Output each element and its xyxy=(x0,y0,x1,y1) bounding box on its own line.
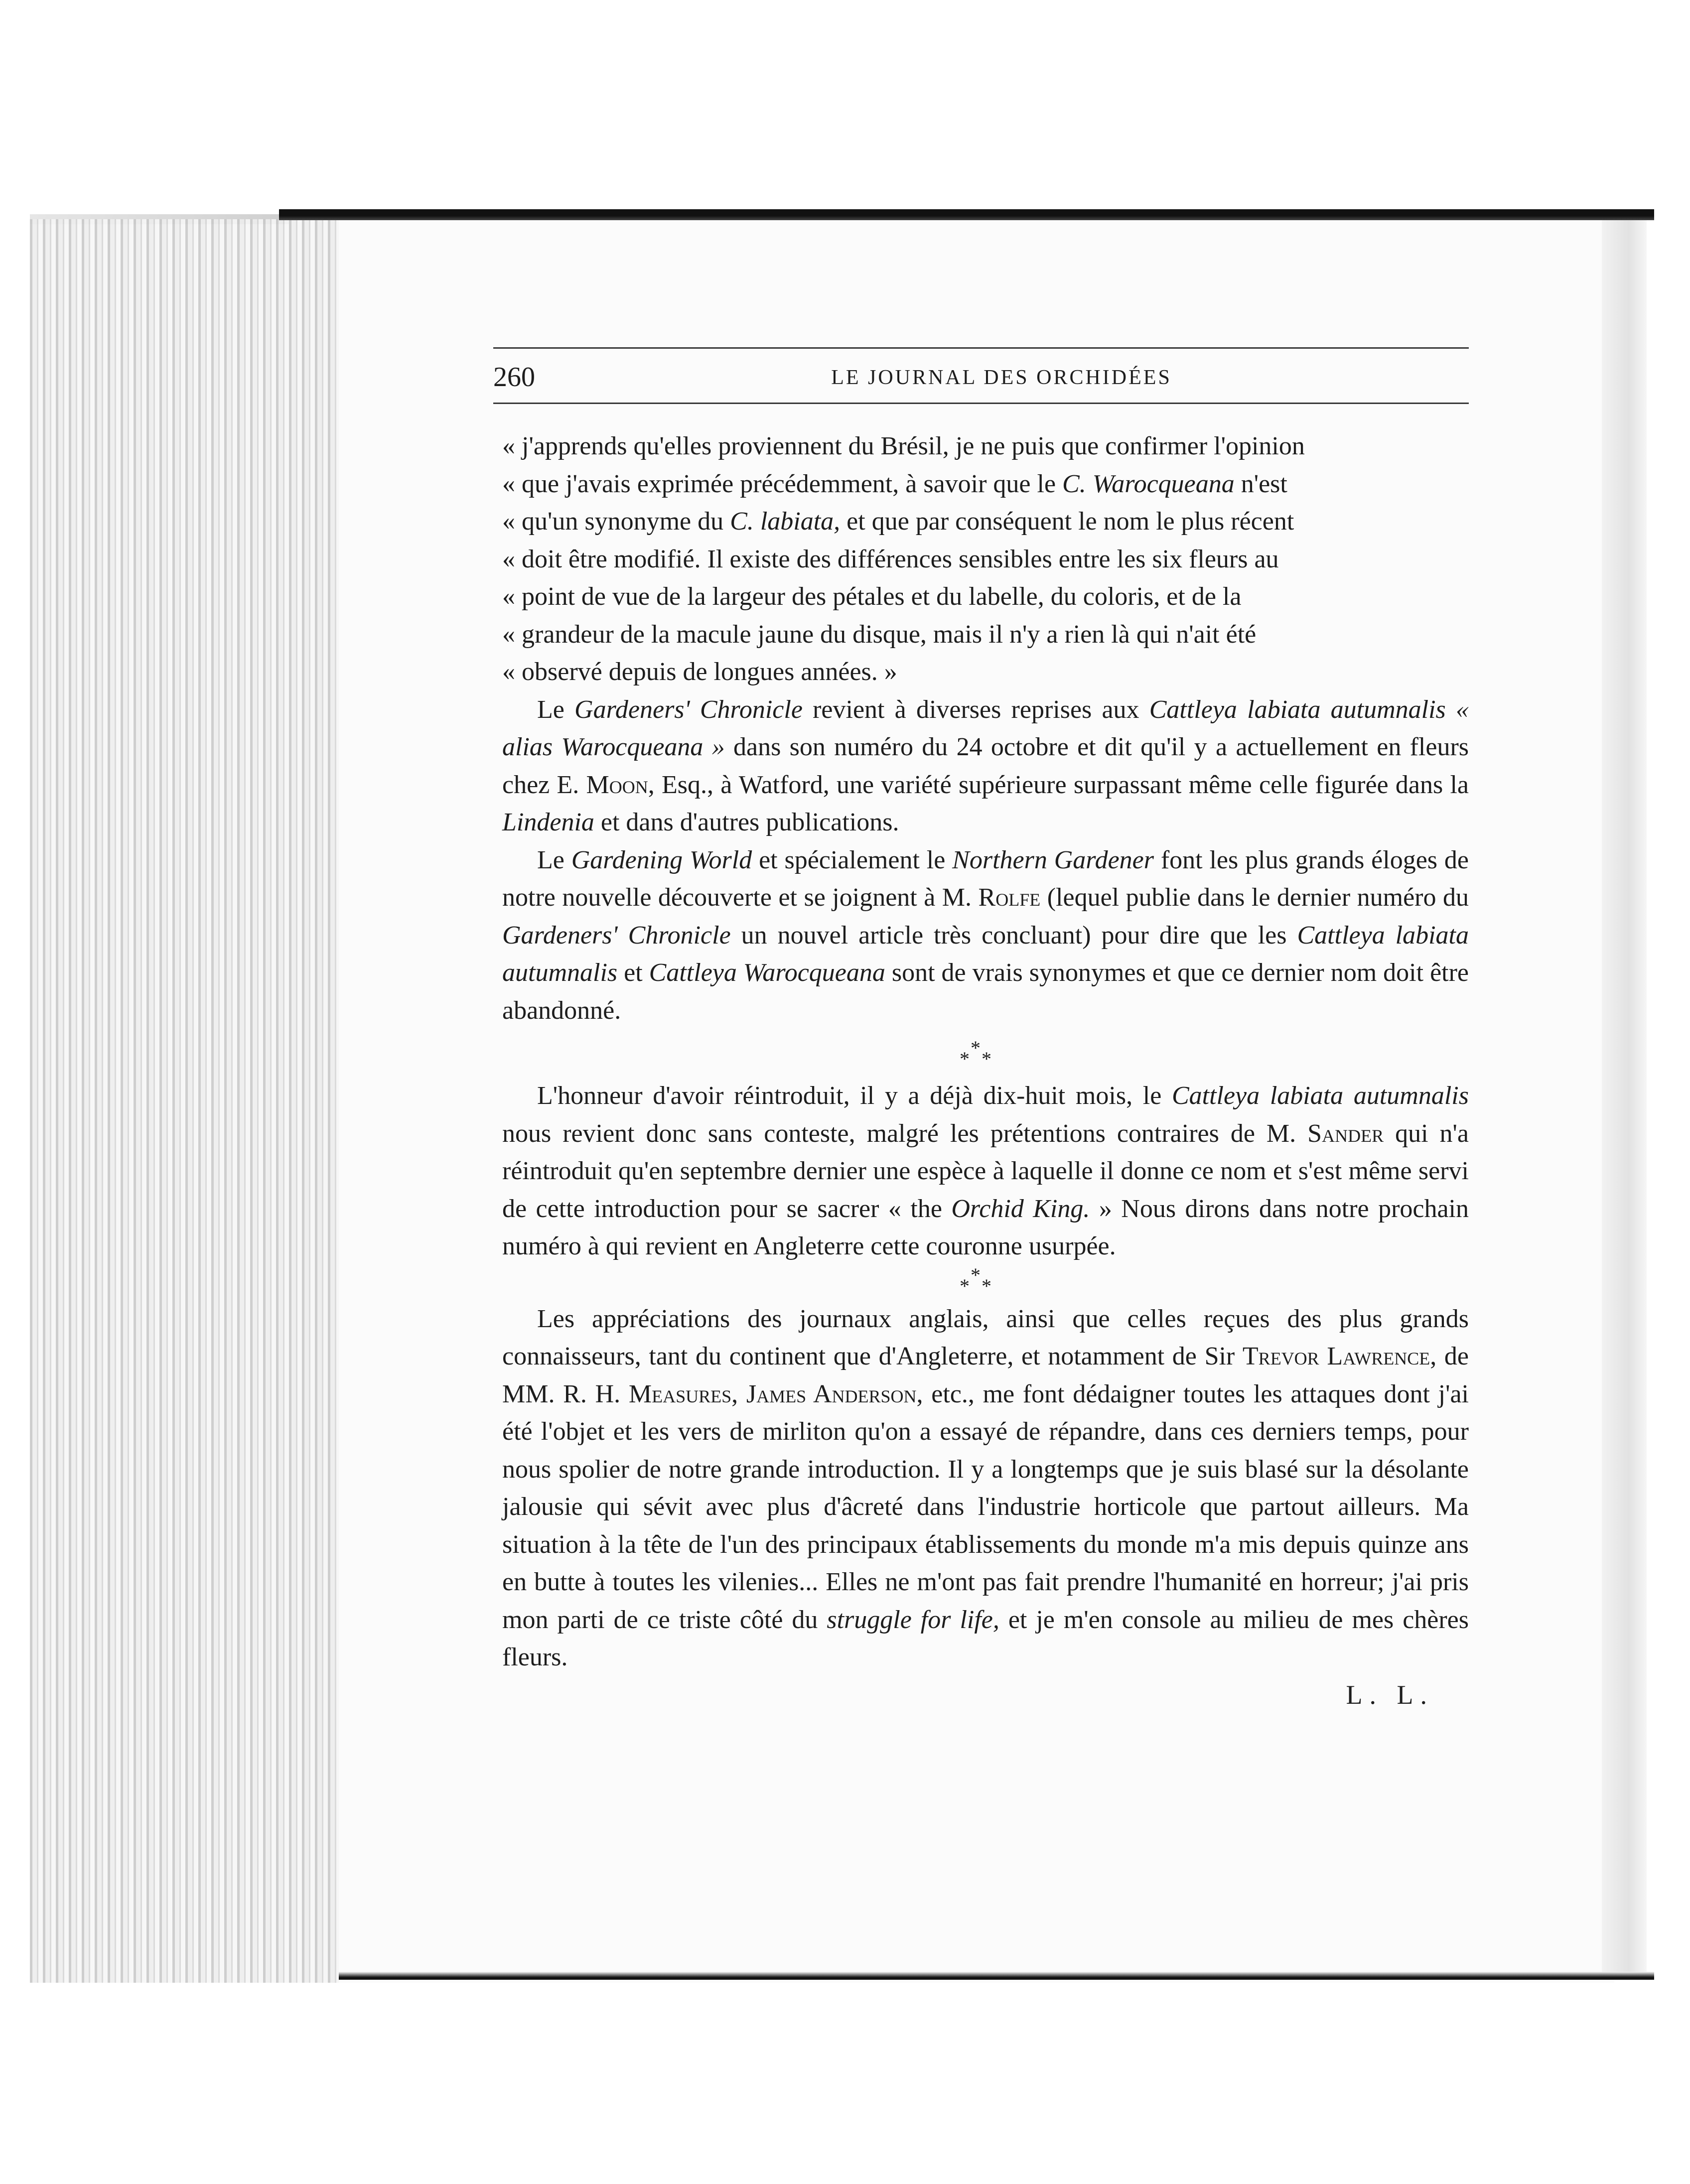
quote-line: « qu'un synonyme du C. labiata, et que par conséquent le nom le plus récent xyxy=(502,507,1294,536)
header-rule-top xyxy=(493,347,1469,349)
page-number: 260 xyxy=(493,362,535,393)
asterism-separator: * * * xyxy=(960,1037,991,1070)
paragraph-honneur: L'honneur d'avoir réintroduit, il y a déjà dix-huit mois, le Cattleya labiata autumnalis nous revient donc sans conteste, malgré les prétentions contraires de M. Sander qui n'a réintroduit qu'en septembre dernier une espèce à laquelle il donne ce nom et s'est même servi de cette introduction pour se sacrer « the Orchid King. » Nous dirons dans notre prochain numéro à qui revient en Angleterre cette couronne usurpée. xyxy=(502,1082,1469,1260)
quote-line: « point de vue de la largeur des pétales et du labelle, du coloris, et de la xyxy=(502,582,1242,611)
paragraph-gardeners-chronicle: Le Gardeners' Chronicle revient à diverses reprises aux Cattleya labiata autumnalis « alias Warocqueana » dans son numéro du 24 octobre et dit qu'il y a actuellement en fleurs chez E. Moon, Esq., à Watford, une variété supérieure surpassant même celle figurée dans la Lindenia et dans d'autres publications. xyxy=(502,695,1469,836)
paragraph-gardening-world: Le Gardening World et spécialement le Northern Gardener font les plus grands éloges de notre nouvelle découverte et se joignent à M. Rolfe (lequel publie dans le dernier numéro du Gardeners' Chronicle un nouvel article très concluant) pour dire que les Cattleya labiata autumnalis et Cattleya Warocqueana sont de vrais synonymes et que ce dernier nom doit être abandonné. xyxy=(502,845,1469,1025)
quote-line: « j'apprends qu'elles proviennent du Brésil, je ne puis que confirmer l'opinion xyxy=(502,432,1305,460)
paragraph-appreciations: Les appréciations des journaux anglais, ainsi que celles reçues des plus grands connaisseurs, tant du continent que d'Angleterre, et notamment de Sir Trevor Lawrence, de MM. R. H. Measures, James Anderson, etc., me font dédaigner toutes les attaques dont j'ai été l'objet et les vers de mirliton qu'on a essayé de répandre, dans ces derniers temps, pour nous spolier de notre grande introduction. Il y a longtemps que je suis blasé sur la désolante jalousie qui sévit avec plus d'âcreté dans l'industrie horticole que partout ailleurs. Ma situation à la tête de l'un des principaux établissements du monde m'a mis depuis quinze ans en butte à toutes les vilenies... Elles ne m'ont pas fait prendre l'humanité en horreur; j'ai pris mon parti de ce triste côté du struggle for life, et je m'en console au milieu de mes chères fleurs. xyxy=(502,1304,1469,1671)
book-bottom-edge xyxy=(339,1972,1654,1980)
quote-line: « observé depuis de longues années. » xyxy=(502,658,897,686)
quote-line: « grandeur de la macule jaune du disque, mais il n'y a rien là qui n'ait été xyxy=(502,620,1257,649)
quote-line: « que j'avais exprimée précédemment, à savoir que le C. Warocqueana n'est xyxy=(502,469,1287,498)
book-right-edge xyxy=(1602,219,1647,1973)
header-rule-bottom xyxy=(493,403,1469,404)
asterism-separator: * * * xyxy=(960,1263,991,1297)
signature: L. L. xyxy=(1346,1679,1434,1710)
article-body xyxy=(502,427,1469,1714)
quote-line: « doit être modifié. Il existe des différences sensibles entre les six fleurs au xyxy=(502,545,1279,573)
page-edges-stack xyxy=(30,219,339,1983)
book-top-edge xyxy=(279,209,1654,220)
quote-paragraph xyxy=(502,427,1469,691)
running-title: LE JOURNAL DES ORCHIDÉES xyxy=(831,366,1172,389)
